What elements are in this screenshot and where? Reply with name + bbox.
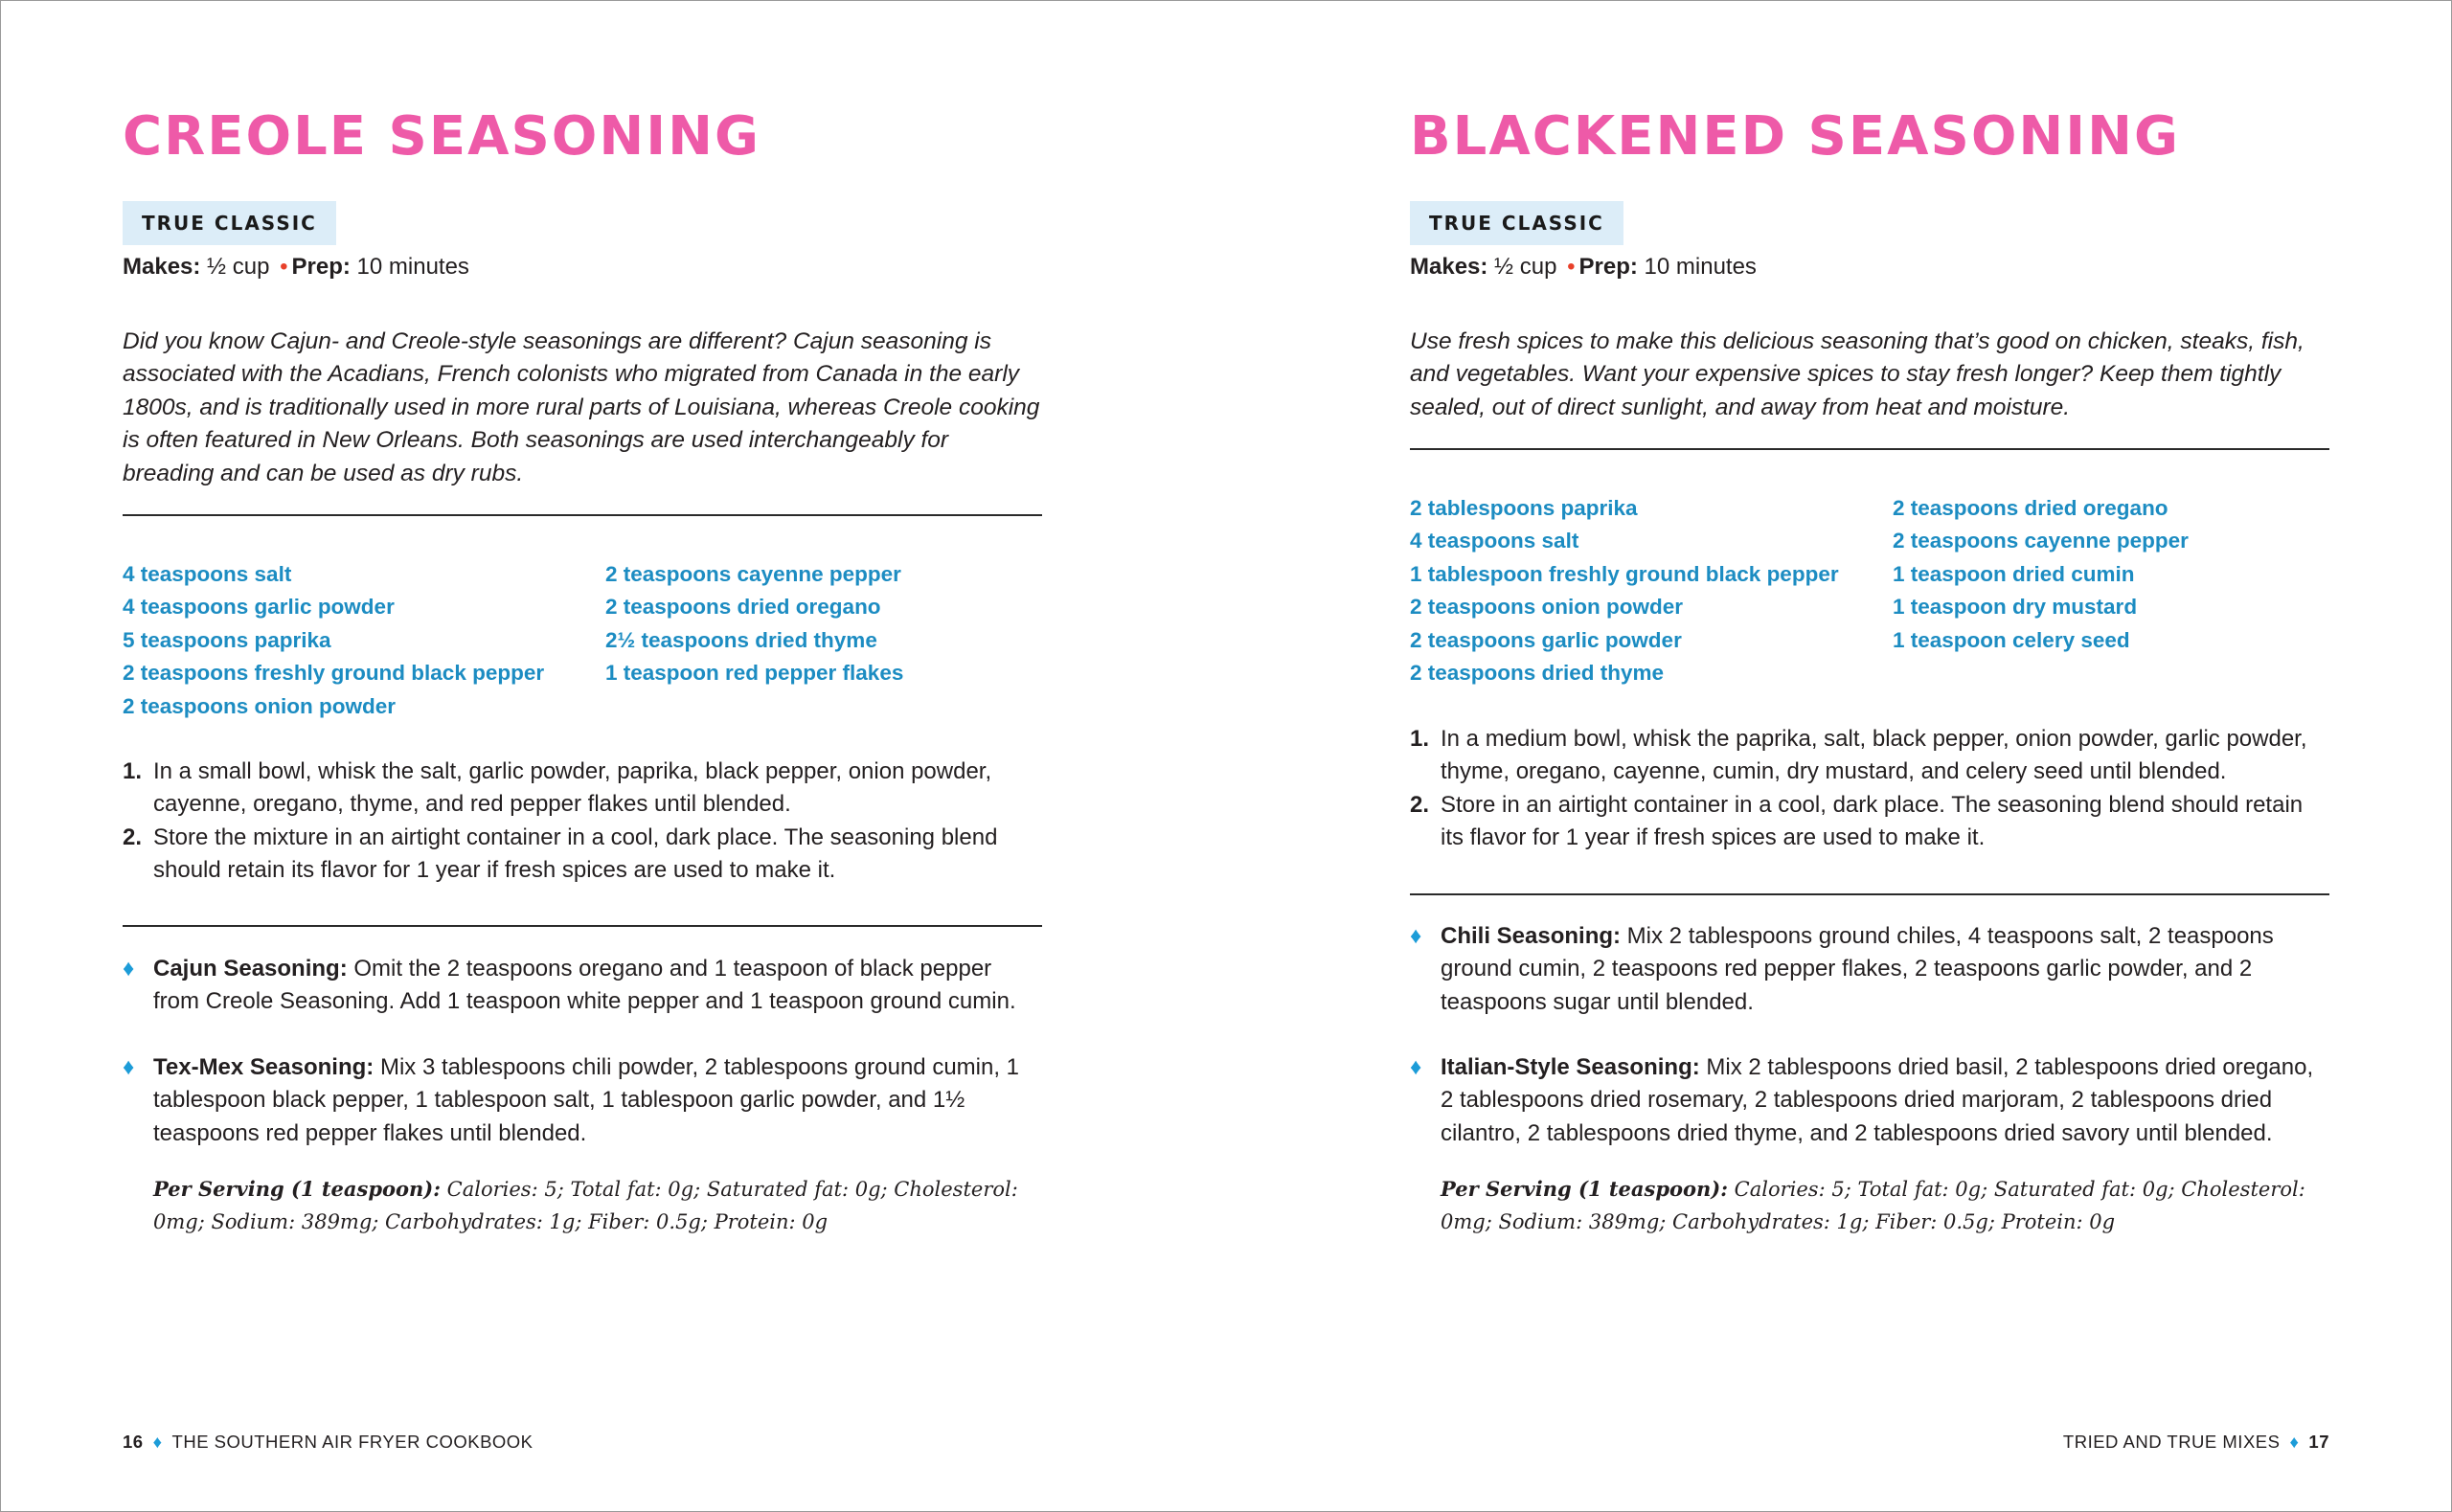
running-head: THE SOUTHERN AIR FRYER COOKBOOK xyxy=(171,1432,534,1452)
ingredient-item: 2 teaspoons dried oregano xyxy=(1893,496,2168,520)
step-number: 1. xyxy=(1410,726,1430,752)
ingredient-item: 4 teaspoons garlic powder xyxy=(123,595,395,620)
makes-label: Makes: xyxy=(123,254,201,280)
variation-label: Cajun Seasoning: xyxy=(153,956,348,982)
page-number: 17 xyxy=(2308,1432,2329,1452)
ingredient-item: 1 teaspoon celery seed xyxy=(1893,627,2130,652)
ingredient-item: 2 teaspoons cayenne pepper xyxy=(1893,529,2189,553)
makes-value: ½ cup xyxy=(1487,254,1564,280)
ingredients-col-1 xyxy=(1410,492,1839,689)
ingredient-item: 2 teaspoons onion powder xyxy=(123,693,397,718)
step-number: 1. xyxy=(123,758,143,784)
variation-item xyxy=(123,953,1042,1019)
ingredient-item: 1 tablespoon freshly ground black pepper xyxy=(1410,561,1839,586)
prep-label: Prep: xyxy=(1578,254,1638,280)
yield-line xyxy=(1410,251,1757,283)
ingredient-item: 1 teaspoon red pepper flakes xyxy=(605,661,904,686)
intro-text: Did you know Cajun- and Creole-style seasonings are different? Cajun seasoning is associated with the Acadians, French colonists who migrated from Canada in the early 1800s, and is traditionally used in more rural parts of Louisiana, whereas Creole cooking is often featured in New Orleans. Both seasonings are used interchangeably for breading and can be used as dry rubs. xyxy=(123,328,1040,486)
prep-value: 10 minutes xyxy=(1637,254,1757,280)
diamond-icon: ♦ xyxy=(1410,923,1422,949)
divider xyxy=(123,925,1042,927)
steps-list xyxy=(1410,723,2329,855)
nutrition-text: Calories: 5; Total fat: 0g; Saturated fat: 0g; Cholesterol: 0mg; Sodium: 389mg; Carbohydrates: 1g; Fiber: 0.5g; Protein: 0g xyxy=(153,1178,1018,1234)
ingredients-col-1 xyxy=(123,558,544,723)
variation-item xyxy=(1410,920,2329,1019)
ingredient-item: 2 teaspoons dried thyme xyxy=(1410,661,1665,686)
recipe-title: CREOLE SEASONING xyxy=(123,105,761,168)
ingredient-item: 5 teaspoons paprika xyxy=(123,627,331,652)
ingredients-col-2 xyxy=(605,558,903,690)
yield-line xyxy=(123,251,469,283)
ingredient-item: 2 teaspoons garlic powder xyxy=(1410,627,1682,652)
ingredient-item: 1 teaspoon dried cumin xyxy=(1893,561,2135,586)
divider xyxy=(123,514,1042,516)
variation-item xyxy=(1410,1051,2329,1150)
nutrition-info xyxy=(1441,1173,2341,1239)
variation-label: Italian-Style Seasoning: xyxy=(1441,1054,1700,1080)
divider xyxy=(1410,448,2329,450)
step-text: Store in an airtight container in a cool, dark place. The seasoning blend should retain its flavor for 1 year if fresh spices are used to make it. xyxy=(1441,791,2304,851)
makes-value: ½ cup xyxy=(200,254,277,280)
diamond-icon: ♦ xyxy=(2289,1432,2300,1452)
recipe-title: BLACKENED SEASONING xyxy=(1410,105,2180,168)
step-item xyxy=(1410,723,2329,789)
variation-text: Mix 3 tablespoons chili powder, 2 tablespoons ground cumin, 1 tablespoon black pepper, 1 tablespoon salt, 1 tablespoon garlic powder, and 1½ teaspoons red pepper flakes until blended. xyxy=(153,1054,1020,1146)
recipe-badge: TRUE CLASSIC xyxy=(123,201,336,245)
divider xyxy=(1410,893,2329,895)
bullet-separator: • xyxy=(280,254,288,280)
step-text: In a medium bowl, whisk the paprika, salt, black pepper, onion powder, garlic powder, thyme, oregano, cayenne, cumin, dry mustard, and celery seed until blended. xyxy=(1441,726,2307,785)
ingredient-item: 4 teaspoons salt xyxy=(123,562,292,586)
step-number: 2. xyxy=(1410,791,1430,818)
variation-text: Mix 2 tablespoons ground chiles, 4 teaspoons salt, 2 teaspoons ground cumin, 2 teaspoons red pepper flakes, 2 teaspoons garlic powder, and 2 teaspoons sugar until blended. xyxy=(1441,923,2274,1015)
page-footer xyxy=(123,1431,534,1454)
ingredient-item: 2 tablespoons paprika xyxy=(1410,496,1638,520)
ingredient-item: 2 teaspoons cayenne pepper xyxy=(605,562,901,586)
ingredients-col-2 xyxy=(1893,492,2189,657)
diamond-icon: ♦ xyxy=(152,1432,163,1452)
step-number: 2. xyxy=(123,824,143,850)
nutrition-label: Per Serving (1 teaspoon): xyxy=(153,1177,441,1201)
diamond-icon: ♦ xyxy=(1410,1054,1422,1080)
nutrition-label: Per Serving (1 teaspoon): xyxy=(1441,1177,1728,1201)
ingredient-item: 2½ teaspoons dried thyme xyxy=(605,627,877,652)
page-footer xyxy=(2063,1431,2329,1454)
step-item xyxy=(123,822,1042,888)
makes-label: Makes: xyxy=(1410,254,1488,280)
steps-list xyxy=(123,756,1042,888)
step-item xyxy=(1410,789,2329,855)
ingredient-item: 2 teaspoons freshly ground black pepper xyxy=(123,661,545,686)
step-text: In a small bowl, whisk the salt, garlic powder, paprika, black pepper, onion powder, cayenne, oregano, thyme, and red pepper flakes until blended. xyxy=(153,758,992,818)
diamond-icon: ♦ xyxy=(123,956,135,982)
variation-item xyxy=(123,1051,1042,1150)
ingredient-item: 4 teaspoons salt xyxy=(1410,529,1579,553)
bullet-separator: • xyxy=(1567,254,1576,280)
ingredient-item: 2 teaspoons dried oregano xyxy=(605,595,881,620)
variation-text: Omit the 2 teaspoons oregano and 1 teaspoon of black pepper from Creole Seasoning. Add 1 teaspoon white pepper and 1 teaspoon ground cumin. xyxy=(153,956,1016,1015)
step-item xyxy=(123,756,1042,822)
prep-label: Prep: xyxy=(291,254,351,280)
nutrition-info xyxy=(153,1173,1054,1239)
intro-text: Use fresh spices to make this delicious seasoning that’s good on chicken, steaks, fish, and vegetables. Want your expensive spices to stay fresh longer? Keep them tightly sealed, out of direct sunlight, and away from heat and moisture. xyxy=(1410,328,2304,420)
variation-label: Chili Seasoning: xyxy=(1441,923,1622,949)
variation-label: Tex-Mex Seasoning: xyxy=(153,1054,375,1080)
prep-value: 10 minutes xyxy=(350,254,469,280)
ingredient-item: 2 teaspoons onion powder xyxy=(1410,595,1684,620)
running-head: TRIED AND TRUE MIXES xyxy=(2062,1432,2281,1452)
variation-text: Mix 2 tablespoons dried basil, 2 tablespoons dried oregano, 2 tablespoons dried rosemary, 2 tablespoons dried marjoram, 2 tablespoons dried cilantro, 2 tablespoons dried thyme, and 2 tablespoons dried savory until blended. xyxy=(1441,1054,2314,1146)
step-text: Store the mixture in an airtight container in a cool, dark place. The seasoning blend should retain its flavor for 1 year if fresh spices are used to make it. xyxy=(153,824,998,884)
page-number: 16 xyxy=(123,1432,144,1452)
ingredient-item: 1 teaspoon dry mustard xyxy=(1893,595,2138,620)
diamond-icon: ♦ xyxy=(123,1054,135,1080)
nutrition-text: Calories: 5; Total fat: 0g; Saturated fat: 0g; Cholesterol: 0mg; Sodium: 389mg; Carbohydrates: 1g; Fiber: 0.5g; Protein: 0g xyxy=(1441,1178,2305,1234)
recipe-badge: TRUE CLASSIC xyxy=(1410,201,1623,245)
